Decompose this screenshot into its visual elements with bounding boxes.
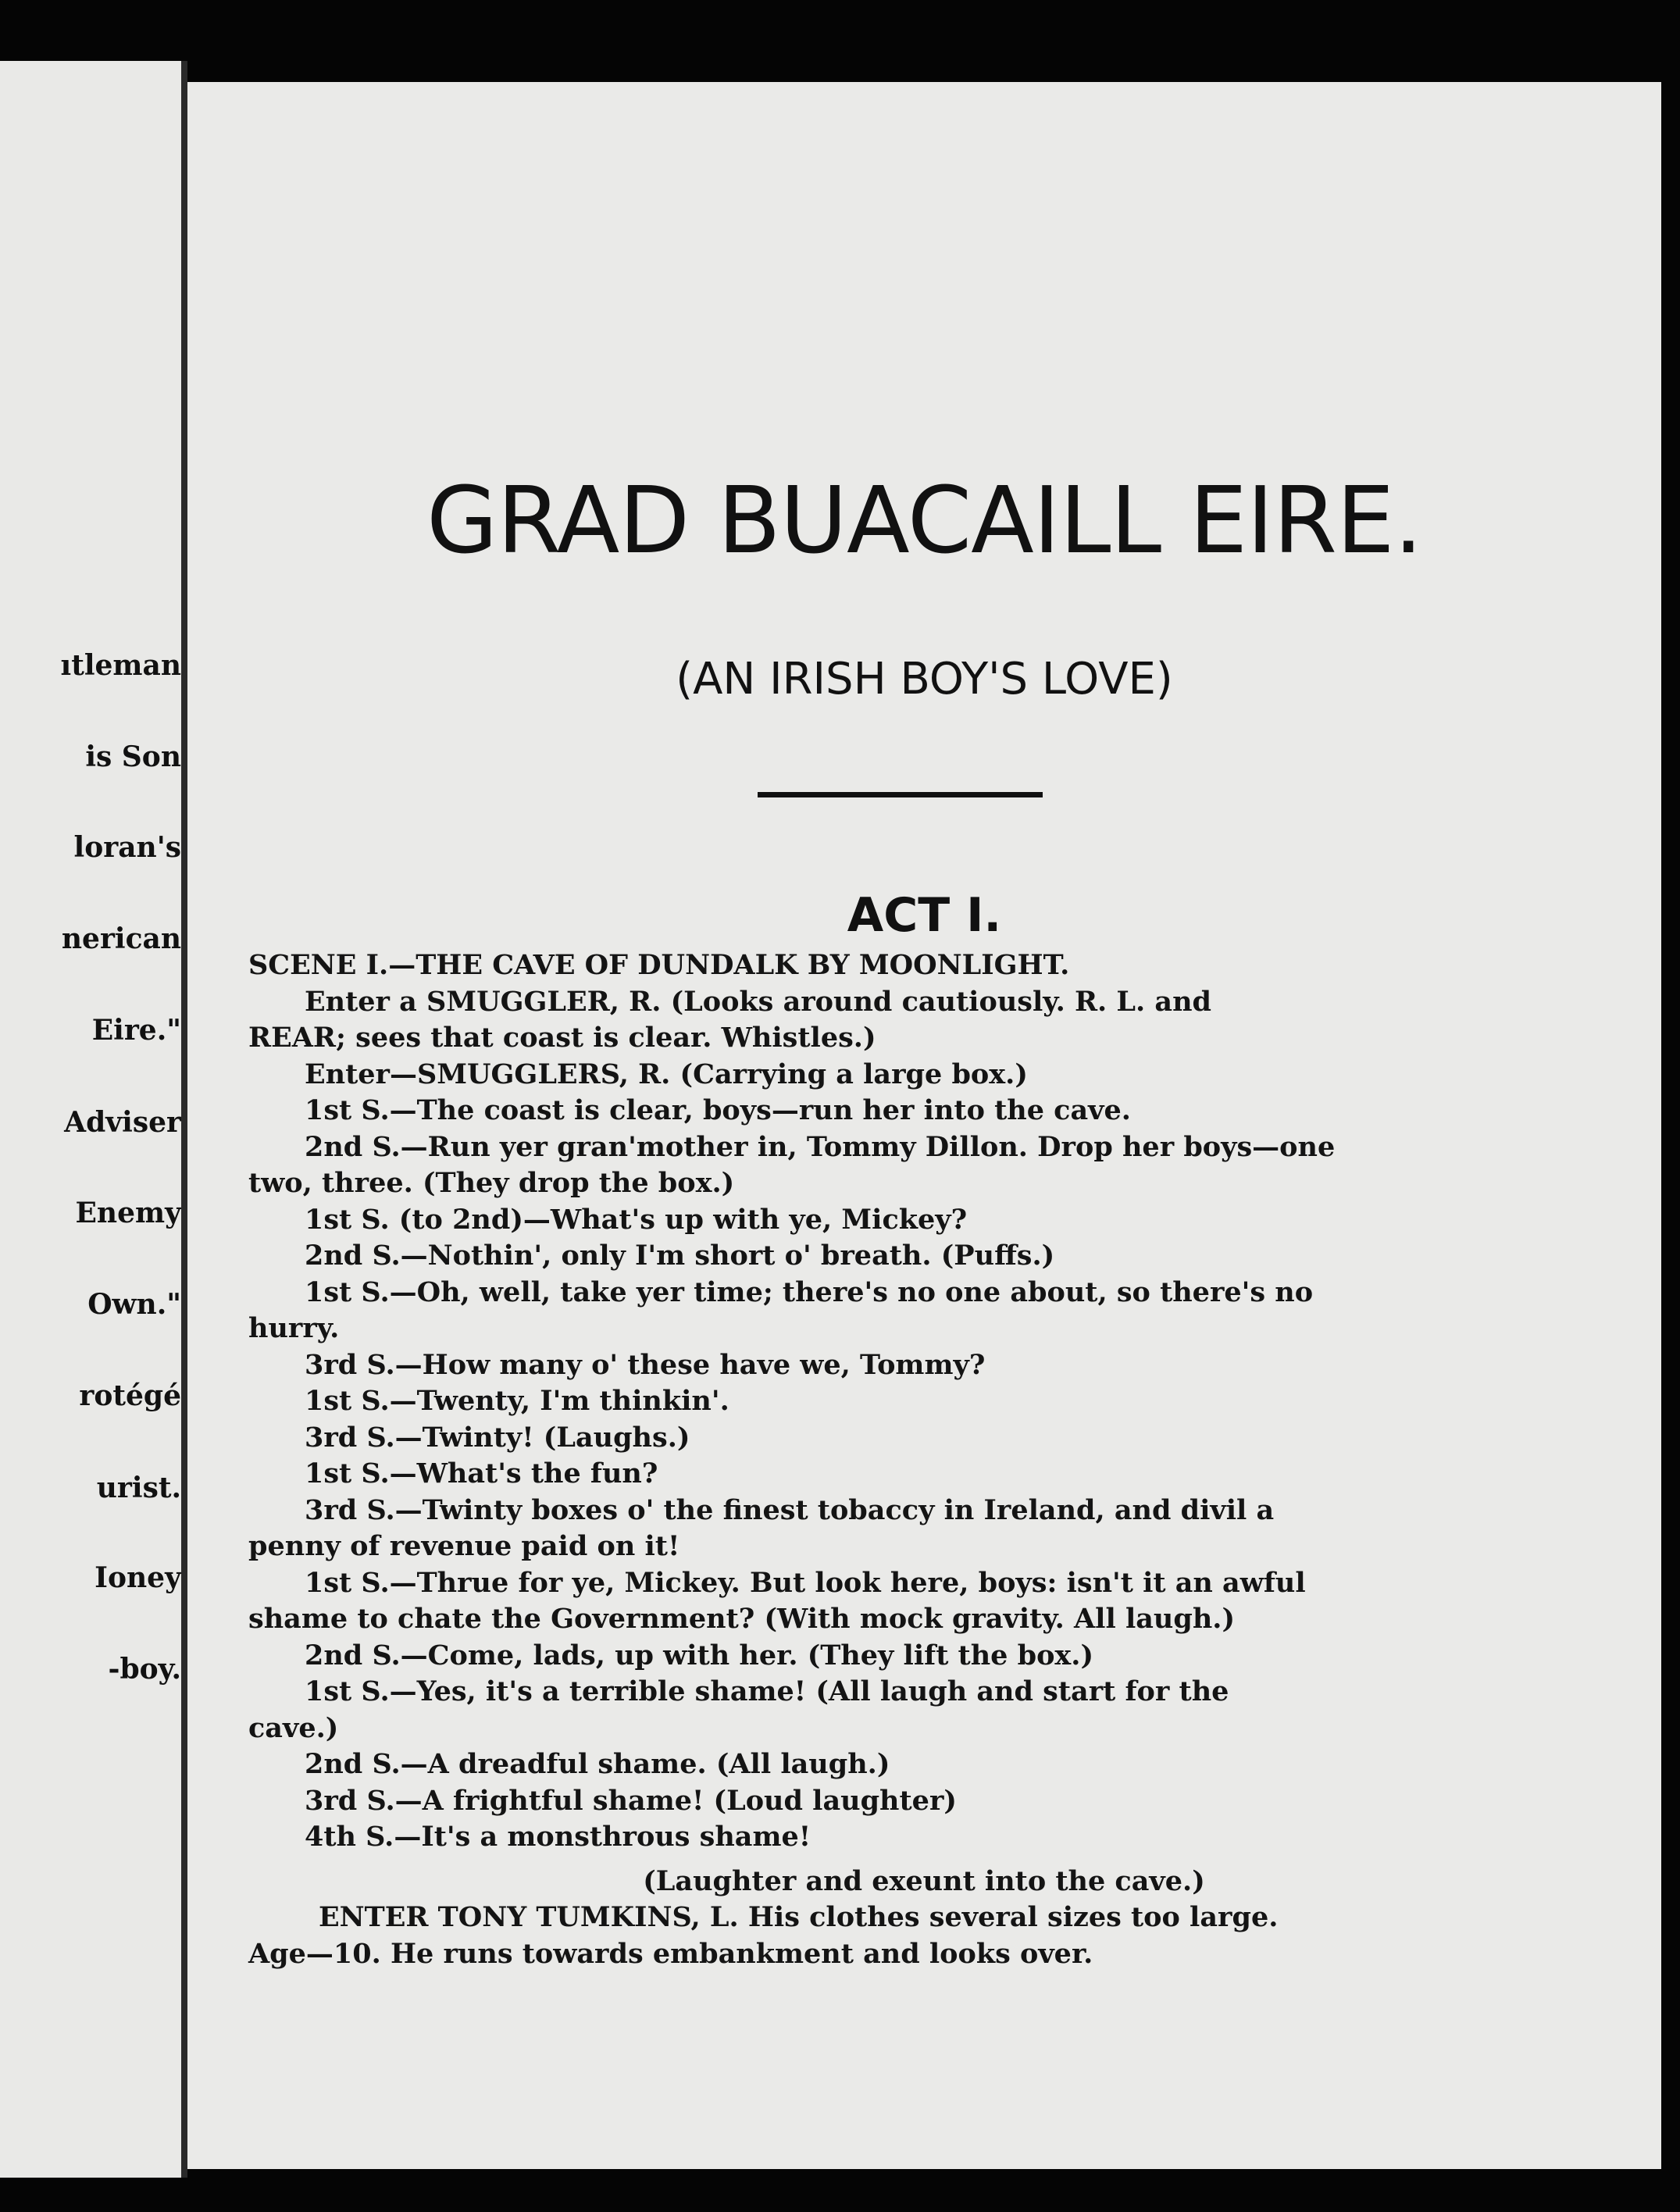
scene-heading: SCENE I.—THE CAVE OF DUNDALK BY MOONLIGHT.: [248, 949, 1070, 981]
dialogue-line-cont: shame to chate the Government? (With mock gravity. All laugh.): [248, 1603, 1236, 1635]
play-subtitle: (AN IRISH BOY'S LOVE): [676, 654, 1173, 705]
dialogue-line: 1st S.—The coast is clear, boys—run her into the cave.: [305, 1094, 1131, 1126]
left-page-fragment: is Son: [85, 740, 181, 773]
left-page-fragment: Enemy: [75, 1197, 181, 1229]
script-page: [187, 82, 1661, 2169]
stage-direction: Enter—SMUGGLERS, R. (Carrying a large box.): [305, 1058, 1028, 1090]
act-heading: ACT I.: [847, 888, 1002, 943]
play-title: GRAD BUACAILL EIRE.: [426, 466, 1423, 574]
dialogue-line: 2nd S.—Come, lads, up with her. (They lift the box.): [305, 1639, 1094, 1671]
left-page-edge: [0, 61, 181, 2178]
left-page-fragment: urist.: [96, 1472, 181, 1504]
dialogue-line-cont: cave.): [248, 1711, 339, 1744]
stage-direction: Enter a SMUGGLER, R. (Looks around cautiously. R. L. and: [305, 985, 1211, 1018]
dialogue-line: 1st S.—Yes, it's a terrible shame! (All laugh and start for the: [305, 1675, 1229, 1707]
left-page-fragment: ıtleman: [60, 649, 181, 682]
dialogue-line-cont: hurry.: [248, 1312, 340, 1344]
dialogue-line: 1st S.—Thrue for ye, Mickey. But look here, boys: isn't it an awful: [305, 1566, 1306, 1599]
left-page-fragment: Own.": [87, 1288, 181, 1321]
exit-direction: (Laughter and exeunt into the cave.): [643, 1864, 1205, 1897]
dialogue-line-cont: penny of revenue paid on it!: [248, 1530, 680, 1562]
dialogue-line: 1st S.—What's the fun?: [305, 1457, 658, 1490]
dialogue-line: 2nd S.—Run yer gran'mother in, Tommy Dillon. Drop her boys—one: [305, 1130, 1336, 1163]
stage-direction-cont: REAR; sees that coast is clear. Whistles.): [248, 1022, 876, 1054]
entrance-direction-cont: Age—10. He runs towards embankment and looks over.: [248, 1937, 1093, 1970]
dialogue-line: 1st S. (to 2nd)—What's up with ye, Mickey?: [305, 1203, 968, 1236]
dialogue-line-cont: two, three. (They drop the box.): [248, 1167, 735, 1199]
left-page-fragment: Adviser: [64, 1106, 181, 1139]
dialogue-line: 3rd S.—How many o' these have we, Tommy?: [305, 1348, 986, 1381]
dialogue-line: 4th S.—It's a monsthrous shame!: [305, 1821, 811, 1853]
dialogue-line: 1st S.—Oh, well, take yer time; there's no one about, so there's no: [305, 1275, 1314, 1308]
left-page-fragment: -boy.: [108, 1653, 181, 1686]
left-page-fragment: rotégé: [79, 1379, 181, 1412]
dialogue-line: 1st S.—Twenty, I'm thinkin'.: [305, 1385, 729, 1417]
left-page-fragment: nerican: [61, 922, 181, 955]
dialogue-line: 3rd S.—A frightful shame! (Loud laughter): [305, 1784, 957, 1817]
dialogue-line: 3rd S.—Twinty boxes o' the finest tobaccy in Ireland, and divil a: [305, 1493, 1275, 1526]
page-gutter: [181, 61, 187, 2178]
dialogue-line: 2nd S.—A dreadful shame. (All laugh.): [305, 1748, 890, 1780]
left-page-fragment: loran's: [73, 831, 181, 864]
entrance-direction: ENTER TONY TUMKINS, L. His clothes several sizes too large.: [319, 1901, 1279, 1933]
left-page-fragment: Eire.": [91, 1014, 181, 1047]
script-body: [248, 947, 1600, 1972]
dialogue-line: 3rd S.—Twinty! (Laughs.): [305, 1421, 690, 1454]
left-page-fragment: Ioney: [95, 1561, 181, 1594]
title-divider: [758, 792, 1043, 797]
dialogue-line: 2nd S.—Nothin', only I'm short o' breath. (Puffs.): [305, 1240, 1055, 1272]
